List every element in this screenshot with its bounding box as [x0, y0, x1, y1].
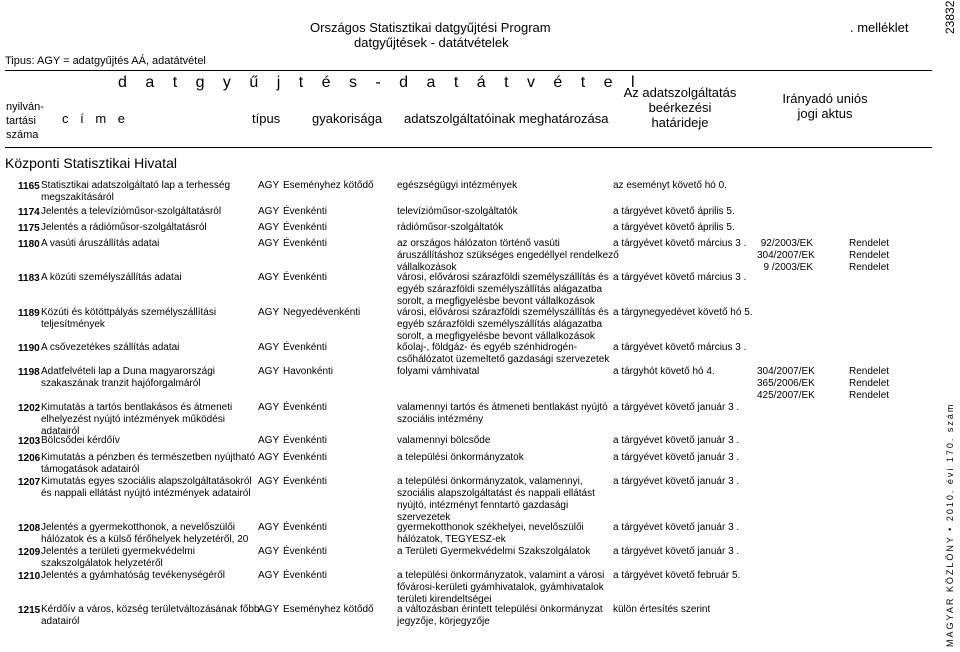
row-jogi-aktus: 304/2007/EK 365/2006/EK 425/2007/EK — [757, 366, 815, 401]
row-adatszolgaltatok: gyermekotthonok székhelyei, nevelőszülői hálózatok, TEGYESZ-ek — [397, 522, 584, 545]
melleklet-label: . melléklet — [850, 20, 909, 35]
row-adatszolgaltatok: valamennyi tartós és átmeneti bentlakást nyújtó szociális intézmény — [397, 402, 608, 425]
col-hatarido: Az adatszolgáltatás beérkezési határideje — [623, 85, 737, 130]
row-title: Statisztikai adatszolgáltató lap a terhesség megszakításáról — [41, 180, 230, 203]
row-hatarido: a tárgyévet követő február 5. — [613, 570, 741, 581]
row-gyakorisag: Évenkénti — [283, 238, 327, 249]
row-title: Kimutatás egyes szociális alapszolgáltatásokról és nappali ellátást nyújtó intézmények adatairól — [41, 476, 252, 499]
section-title: Központi Statisztikai Hivatal — [5, 155, 177, 171]
row-adatszolgaltatok: a változásban érintett települési önkormányzat jegyzője, körjegyzője — [397, 604, 603, 627]
row-hatarido: a tárgyhót követő hó 4. — [613, 366, 715, 377]
col-cime: c í m e — [62, 111, 130, 126]
row-number: 1202 — [18, 403, 41, 414]
row-title: Jelentés a rádióműsor-szolgáltatásról — [41, 222, 207, 233]
row-gyakorisag: Évenkénti — [283, 435, 327, 446]
row-number: 1190 — [18, 343, 40, 354]
row-jogi-aktus: 92/2003/EK 304/2007/EK 9 /2003/EK — [757, 238, 815, 273]
row-tipus: AGY — [258, 180, 280, 191]
row-adatszolgaltatok: folyami vámhivatal — [397, 366, 480, 377]
row-number: 1174 — [18, 207, 40, 218]
row-hatarido: a tárgyévet követő január 3 . — [613, 435, 740, 446]
row-adatszolgaltatok: a települési önkormányzatok, valamennyi, szociális alapszolgáltatást és nappali ellátást nyújtó, intézményt fenntartó gazdasági szervezetek — [397, 476, 595, 523]
row-number: 1198 — [18, 367, 40, 378]
row-tipus: AGY — [258, 570, 280, 581]
row-tipus: AGY — [258, 206, 280, 217]
row-number: 1207 — [18, 477, 41, 488]
row-hatarido: a tárgyévet követő január 3 . — [613, 402, 740, 413]
spaced-heading: d a t g y ű j t é s - d a t á t v é t e l — [118, 74, 642, 91]
row-number: 1180 — [18, 239, 40, 250]
side-publication-label: MAGYAR KÖZLÖNY • 2010. évi 170. szám — [945, 402, 955, 647]
row-gyakorisag: Évenkénti — [283, 452, 327, 463]
row-gyakorisag: Eseményhez kötődő — [283, 180, 374, 191]
row-title: Jelentés a gyermekotthonok, a nevelőszülői hálózatok és a külső férőhelyek helyzetéről, 20 — [41, 522, 249, 545]
program-title-line1: Országos Statisztikai datgyűjtési Program — [310, 20, 551, 35]
row-tipus: AGY — [258, 238, 280, 249]
row-number: 1210 — [18, 571, 41, 582]
row-tipus: AGY — [258, 272, 280, 283]
row-number: 1203 — [18, 436, 41, 447]
row-tipus: AGY — [258, 604, 280, 615]
row-adatszolgaltatok: kőolaj-, földgáz- és egyéb szénhidrogén- csőhálózatot üzemeltető gazdasági szervezetek — [397, 342, 610, 365]
row-adatszolgaltatok: a települési önkormányzatok, valamint a városi fővárosi-kerületi gyámhivatalok, gyámhivatalok területi kirendeltségei — [397, 570, 605, 605]
row-tipus: AGY — [258, 435, 280, 446]
row-number: 1208 — [18, 523, 41, 534]
row-gyakorisag: Évenkénti — [283, 522, 327, 533]
row-title: A vasúti áruszállítás adatai — [41, 238, 160, 249]
row-hatarido: a tárgyévet követő január 3 . — [613, 476, 740, 487]
row-tipus: AGY — [258, 476, 280, 487]
col-gyakorisaga: gyakorisága — [312, 111, 383, 126]
row-gyakorisag: Havonkénti — [283, 366, 334, 377]
row-tipus: AGY — [258, 342, 280, 353]
row-tipus: AGY — [258, 402, 280, 413]
row-hatarido: a tárgyévet követő március 3 . — [613, 342, 747, 353]
row-adatszolgaltatok: valamennyi bölcsőde — [397, 435, 491, 446]
row-gyakorisag: Negyedévenkénti — [283, 307, 361, 318]
row-adatszolgaltatok: televízióműsor-szolgáltatók — [397, 206, 518, 217]
row-gyakorisag: Eseményhez kötődő — [283, 604, 374, 615]
row-title: Kimutatás a tartós bentlakásos és átmeneti elhelyezést nyújtó intézmények működési adatairól — [41, 402, 233, 437]
row-gyakorisag: Évenkénti — [283, 476, 327, 487]
row-title: A csővezetékes szállítás adatai — [41, 342, 180, 353]
row-title: Jelentés a területi gyermekvédelmi szakszolgálatok helyzetéről — [41, 546, 195, 569]
row-gyakorisag: Évenkénti — [283, 546, 327, 557]
row-title: Jelentés a gyámhatóság tevékenységéről — [41, 570, 226, 581]
col-tipus: típus — [252, 111, 281, 126]
row-gyakorisag: Évenkénti — [283, 206, 327, 217]
row-number: 1209 — [18, 547, 41, 558]
row-rendelet: Rendelet Rendelet Rendelet — [849, 366, 890, 401]
col-nyilvantartasi: nyilván- tartási száma — [6, 101, 44, 141]
row-adatszolgaltatok: a települési önkormányzatok — [397, 452, 524, 463]
row-gyakorisag: Évenkénti — [283, 570, 327, 581]
row-number: 1189 — [18, 308, 40, 319]
col-meghatarozasa: adatszolgáltatóinak meghatározása — [404, 111, 609, 126]
row-hatarido: a tárgynegyedévet követő hó 5. — [613, 307, 753, 318]
row-adatszolgaltatok: egészségügyi intézmények — [397, 180, 518, 191]
row-tipus: AGY — [258, 452, 280, 463]
row-hatarido: a tárgyévet követő április 5. — [613, 222, 735, 233]
row-hatarido: a tárgyévet követő január 3 . — [613, 522, 740, 533]
row-adatszolgaltatok: rádióműsor-szolgáltatók — [397, 222, 504, 233]
row-gyakorisag: Évenkénti — [283, 222, 327, 233]
tipus-legend: Tipus: AGY = adatgyűjtés AÁ, adatátvétel — [5, 55, 206, 67]
row-adatszolgaltatok: az országos hálózaton történő vasúti áruszállításhoz szükséges engedéllyel rendelkező vállalkozások — [397, 238, 619, 273]
row-hatarido: külön értesítés szerint — [613, 604, 711, 615]
row-hatarido: a tárgyévet követő április 5. — [613, 206, 735, 217]
row-title: Jelentés a televízióműsor-szolgáltatásról — [41, 206, 222, 217]
row-title: Adatfelvételi lap a Duna magyarországi szakaszának tranzit hajóforgalmáról — [41, 366, 215, 389]
row-hatarido: a tárgyévet követő március 3 . — [613, 272, 747, 283]
row-number: 1215 — [18, 605, 41, 616]
row-tipus: AGY — [258, 222, 280, 233]
row-title: Kérdőív a város, község területváltozásának főbb adatairól — [41, 604, 260, 627]
row-number: 1183 — [18, 273, 40, 284]
row-gyakorisag: Évenkénti — [283, 402, 327, 413]
row-title: Közúti és kötöttpályás személyszállítási teljesítmények — [41, 307, 217, 330]
row-hatarido: a tárgyévet követő január 3 . — [613, 546, 740, 557]
row-gyakorisag: Évenkénti — [283, 342, 327, 353]
row-rendelet: Rendelet Rendelet Rendelet — [849, 238, 890, 273]
page-number: 23832 — [943, 0, 957, 34]
row-number: 1175 — [18, 223, 40, 234]
row-number: 1165 — [18, 181, 40, 192]
header-bottom-rule — [5, 147, 932, 148]
row-adatszolgaltatok: a Területi Gyermekvédelmi Szakszolgálatok — [397, 546, 591, 557]
row-tipus: AGY — [258, 366, 280, 377]
row-hatarido: a tárgyévet követő március 3 . — [613, 238, 747, 249]
program-title-line2: datgyűjtések - datátvételek — [354, 35, 509, 50]
row-gyakorisag: Évenkénti — [283, 272, 327, 283]
row-number: 1206 — [18, 453, 41, 464]
row-title: Kimutatás a pénzben és természetben nyújtható támogatások adatairól — [41, 452, 256, 475]
row-tipus: AGY — [258, 546, 280, 557]
row-hatarido: a tárgyévet követő január 3 . — [613, 452, 740, 463]
row-adatszolgaltatok: városi, elővárosi szárazföldi személyszállítás és egyéb szárazföldi személyszállítás alágazatba sorolt, a megfigyelésbe bevont vállalkozások — [397, 307, 609, 342]
row-tipus: AGY — [258, 522, 280, 533]
header-top-rule — [5, 70, 932, 71]
row-title: Bölcsődei kérdőív — [41, 435, 120, 446]
row-tipus: AGY — [258, 307, 280, 318]
row-adatszolgaltatok: városi, elővárosi szárazföldi személyszállítás és egyéb szárazföldi személyszállítás alágazatba sorolt, a megfigyelésbe bevont vállalkozások — [397, 272, 609, 307]
col-jogi: Irányadó uniós jogi aktus — [782, 91, 868, 121]
row-title: A közúti személyszállítás adatai — [41, 272, 182, 283]
row-hatarido: az eseményt követő hó 0. — [613, 180, 727, 191]
